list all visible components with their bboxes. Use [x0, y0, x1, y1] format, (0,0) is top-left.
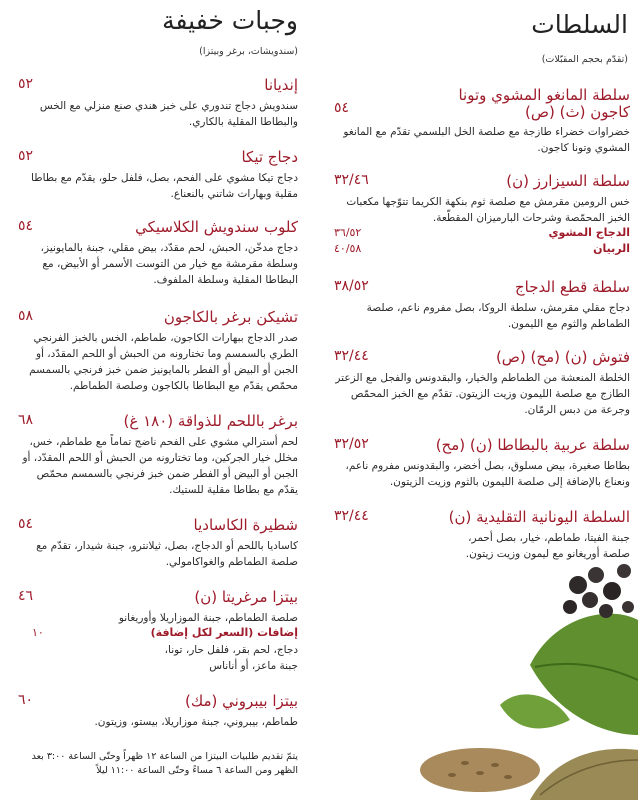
bay-leaf-icon — [530, 749, 638, 800]
menu-item — [334, 86, 630, 156]
menu-item — [18, 76, 298, 130]
item-name: بيتزا مرغريتا (ن) — [194, 588, 298, 606]
item-price: ٥٤ — [18, 218, 34, 234]
menu-item — [334, 348, 630, 418]
menu-item — [334, 436, 630, 490]
item-name: سلطة السيزارز (ن) — [506, 172, 630, 190]
item-description: صدر الدجاج ببهارات الكاجون، طماطم، الخس بالخبز الفرنجي الطري بالسمسم وما تختارونه من الحبش أو اللحم المقدّد، أو الجبن أو البيض أو الفطر بالمايونيز ضمن خبز فرنجي بالسمسم محمّص يقدّم مع البطاطا بالكاجون وصلصة الطماطم. — [29, 332, 298, 392]
item-description: سندويش دجاج تندوري على خبز هندي صنع منزلي مع الخس والبطاطا المقلية بالكاري. — [39, 100, 298, 128]
item-description: كاساديا باللحم أو الدجاج، بصل، ثيلانترو، جبنة شيدار، تقدّم مع صلصة الطماطم والغواكامولي. — [36, 540, 298, 568]
salads-title: السلطات — [531, 10, 628, 39]
item-price: ٥٢ — [18, 148, 34, 164]
item-price: ٣٢/٤٤ — [334, 348, 369, 364]
item-price: ٥٤ — [334, 100, 350, 116]
option-price: ٣٦/٥٢ — [334, 226, 362, 239]
snacks-title: وجبات خفيفة — [162, 6, 298, 35]
item-name: برغر باللحم للذواقة (١٨٠ غ) — [123, 412, 298, 430]
extras-heading — [18, 626, 298, 642]
extras-label: إضافات (السعر لكل إضافة) — [150, 626, 298, 639]
item-name: سلطة المانغو المشوي وتونا — [458, 86, 630, 104]
menu-item — [18, 148, 298, 202]
item-description: صلصة الطماطم، جبنة الموزاريلا وأوريغانو — [118, 612, 298, 624]
item-description: خضراوات خضراء طازجة مع صلصة الخل البلسمي تقدّم مع المانغو المشوي وتونا كاجون. — [343, 126, 630, 154]
item-description: بطاطا صغيرة، بيض مسلوق، بصل أخضر، والبقدونس مفروم ناعم، ونعناع بالإضافة إلى صلصة الليمون بالثوم وزيت الزيتون. — [345, 460, 630, 488]
item-description: خس الرومين مقرمش مع صلصة ثوم بنكهة الكريما تتوّجها مكعبات الخبز المحمّصة وشرحات البارميزان المقطّعة. — [346, 196, 630, 224]
item-price: ٥٨ — [18, 308, 34, 324]
extras-price: ١٠ — [32, 626, 44, 639]
item-name: تشيكن برغر بالكاجون — [163, 308, 298, 326]
item-price: ٥٢ — [18, 76, 34, 92]
item-description: دجاج تيكا مشوي على الفحم، بصل، فلفل حلو، يقدّم مع بطاطا مقلية وبهارات شاتني بالنعناع. — [31, 172, 298, 200]
option-price: ٤٠/٥٨ — [334, 242, 362, 255]
item-name: فتوش (ن) (مح) (ص) — [495, 348, 630, 366]
menu-item — [18, 218, 298, 288]
item-name: شطيرة الكاساديا — [193, 516, 298, 534]
menu-item — [334, 278, 630, 332]
salads-subtitle: (تقدّم بحجم المقبّلات) — [541, 54, 628, 65]
item-price: ٤٦ — [18, 588, 34, 604]
cumin-seeds-icon — [420, 748, 540, 792]
item-name: سلطة قطع الدجاج — [514, 278, 630, 296]
item-name: السلطة اليونانية التقليدية (ن) — [448, 508, 630, 526]
item-description: طماطم، بيبروني، جبنة موزاريلا، بيستو، وزيتون. — [94, 716, 298, 728]
item-description: دجاج مقلي مقرمش، سلطة الروكا، بصل مفروم ناعم، صلصة الطماطم والثوم مع الليمون. — [366, 302, 630, 330]
pizza-hours-note: يتمّ تقديم طلبيات البيتزا من الساعة ١٢ ظهراً وحتّى الساعة ٣:٠٠ بعد الظهر ومن الساعة ٦ مساءً وحتّى الساعة ١١:٠٠ ليلاً — [31, 751, 298, 776]
menu-item — [18, 588, 298, 674]
item-price: ٦٨ — [18, 412, 34, 428]
basil-leaf-icon — [500, 614, 638, 735]
item-name: كلوب سندويش الكلاسيكي — [135, 218, 298, 236]
item-description: لحم أسترالي مشوي على الفحم ناضج تماماً مع طماطم، خس، مخلل خيار الجركين، وما تختارونه من الحبش أو اللحم المقدّد، أو الجبن أو البيض أو الفطر ضمن خبز فرنجي بالسمسم محمّص يقدّم مع بطاطا مقلية للستيك. — [22, 436, 298, 496]
menu-item — [18, 692, 298, 730]
item-description: دجاج مدخّن، الحبش، لحم مقدّد، بيض مقلي، جبنة بالمايونيز، وسلطة مقرمشة مع خيار من التوست الأسمر أو الأبيض، مع البطاطا المقلية وسلطة الملفوف. — [40, 242, 298, 286]
item-price: ٦٠ — [18, 692, 34, 708]
item-name-line2: كاجون (ث) (ص) — [525, 103, 630, 121]
menu-item — [18, 516, 298, 570]
snacks-column — [18, 0, 298, 800]
item-price: ٣٢/٤٤ — [334, 508, 369, 524]
snacks-subtitle: (سندويشات، برغر وبيتزا) — [199, 46, 298, 57]
item-name: إنديانا — [264, 76, 298, 94]
option-name: الدجاج المشوي — [548, 226, 630, 239]
item-option — [334, 226, 630, 242]
item-option — [334, 242, 630, 258]
item-price: ٥٤ — [18, 516, 34, 532]
menu-item — [18, 412, 298, 498]
item-price: ٣٨/٥٢ — [334, 278, 369, 294]
item-description: الخلطة المنعشة من الطماطم والخيار، والبقدونس والفجل مع الزعتر الطازج مع صلصة الليمون وزيت الزيتون. تقدّم مع الخبز المحمّص وجرعة من دبس الرمّان. — [335, 372, 630, 416]
item-name: سلطة عربية بالبطاطا (ن) (مح) — [435, 436, 630, 454]
extras-list: دجاج، لحم بقر، فلفل حار، تونا، — [164, 644, 298, 656]
spices-illustration — [380, 545, 638, 800]
peppercorns-icon — [563, 564, 634, 618]
menu-item — [18, 308, 298, 394]
item-price: ٣٢/٤٦ — [334, 172, 369, 188]
extras-list: جبنة ماعز، أو أناناس — [209, 660, 298, 672]
item-name: دجاج تيكا — [241, 148, 298, 166]
option-name: الربيان — [593, 242, 630, 255]
item-name: بيتزا بيبروني (مك) — [184, 692, 298, 710]
item-price: ٣٢/٥٢ — [334, 436, 369, 452]
item-description: جبنة الفيتا، طماطم، خيار، بصل أحمر، صلصة أوريغانو مع ليمون وزيت زيتون. — [465, 532, 630, 560]
menu-item — [334, 172, 630, 258]
